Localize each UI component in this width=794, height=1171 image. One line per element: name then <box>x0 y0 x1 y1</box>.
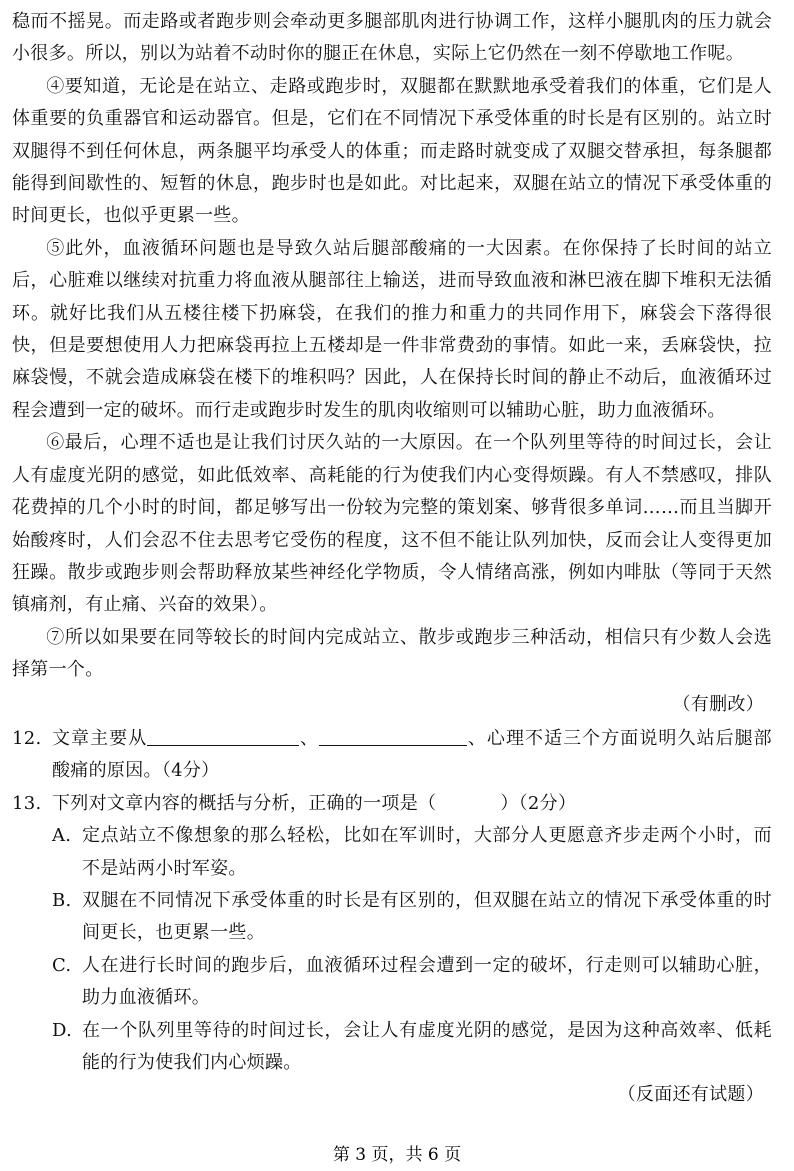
answer-blank-2[interactable] <box>319 723 467 746</box>
question-12-number: 12. <box>12 727 42 749</box>
option-c-label: C. <box>52 954 72 976</box>
continue-note: （反面还有试题） <box>617 1084 764 1106</box>
option-d-text: 在一个队列里等待的时间过长，会让人有虚度光阴的感觉，是因为这种高效率、低耗能的行为使我们内心烦躁。 <box>82 1019 772 1073</box>
paragraph-continued: 稳而不摇晃。而走路或者跑步则会牵动更多腿部肌肉进行协调工作，这样小腿肌肉的压力就会小很多。所以，别以为站着不动时你的腿正在休息，实际上它仍然在一刻不停歇地工作呢。 <box>12 11 772 65</box>
option-b <box>12 885 772 950</box>
option-c <box>12 950 772 1015</box>
question-13-number: 13. <box>12 792 42 814</box>
question-12-separator: 、 <box>299 727 320 749</box>
option-a-label: A. <box>52 825 72 847</box>
answer-blank-1[interactable] <box>147 723 299 746</box>
question-13-stem-after: ）（2分） <box>500 792 577 814</box>
question-12-text-before: 文章主要从 <box>52 727 148 749</box>
option-a <box>12 820 772 885</box>
option-b-label: B. <box>52 889 72 911</box>
option-d <box>12 1015 772 1080</box>
question-13 <box>12 788 772 820</box>
paragraph-6: ⑥最后，心理不适也是让我们讨厌久站的一大原因。在一个队列里等待的时间过长，会让人有虚度光阴的感觉，如此低效率、高耗能的行为使我们内心变得烦躁。有人不禁感叹，排队花费掉的几个小时的时间，都足够写出一份较为完整的策划案、够背很多单词……而且当脚开始酸疼时，人们会忍不住去思考它受伤的程度，这不但不能让队列加快，反而会让人变得更加狂躁。散步或跑步则会帮助释放某些神经化学物质，令人情绪高涨，例如内啡肽（等同于天然镇痛剂，有止痛、兴奋的效果）。 <box>12 432 772 616</box>
option-b-text: 双腿在不同情况下承受体重的时长是有区别的，但双腿在站立的情况下承受体重的时间更长，也更累一些。 <box>82 889 772 944</box>
question-13-stem-before: 下列对文章内容的概括与分析，正确的一项是（ <box>52 792 437 814</box>
question-12-text-after: 、心理不适三个方面说明久站后腿部酸痛的原因。（4分） <box>52 727 772 782</box>
option-a-text: 定点站立不像想象的那么轻松，比如在军训时，大部分人更愿意齐步走两个小时，而不是站两小时军姿。 <box>82 825 772 879</box>
paragraph-7: ⑦所以如果要在同等较长的时间内完成站立、散步或跑步三种活动，相信只有少数人会选择第一个。 <box>12 626 772 681</box>
source-note: （有删改） <box>672 693 764 715</box>
question-12 <box>12 723 772 788</box>
option-c-text: 人在进行长时间的跑步后，血液循环过程会遭到一定的破坏，行走则可以辅助心脏，助力血液循环。 <box>82 954 772 1009</box>
paragraph-5: ⑤此外，血液循环问题也是导致久站后腿部酸痛的一大因素。在你保持了长时间的站立后，心脏难以继续对抗重力将血液从腿部往上输送，进而导致血液和淋巴液在脚下堆积无法循环。就好比我们从五楼往楼下扔麻袋，在我们的推力和重力的共同作用下，麻袋会下落得很快，但是要想使用人力把麻袋再拉上五楼却是一件非常费劲的事情。如此一来，丢麻袋快，拉麻袋慢，不就会造成麻袋在楼下的堆积吗？因此，人在保持长时间的静止不动后，血液循环过程会遭到一定的破坏。而行走或跑步时发生的肌肉收缩则可以辅助心脏，助力血液循环。 <box>12 237 772 421</box>
paragraph-4: ④要知道，无论是在站立、走路或跑步时，双腿都在默默地承受着我们的体重，它们是人体重要的负重器官和运动器官。但是，它们在不同情况下承受体重的时长是有区别的。站立时双腿得不到任何休息，两条腿平均承受人的体重；而走路时就变成了双腿交替承担，每条腿都能得到间歇性的、短暂的休息，跑步时也是如此。对比起来，双腿在站立的情况下承受体重的时间更长，也似乎更累一些。 <box>12 75 772 227</box>
option-d-label: D. <box>52 1019 73 1041</box>
page-number: 第 3 页，共 6 页 <box>332 1145 462 1165</box>
